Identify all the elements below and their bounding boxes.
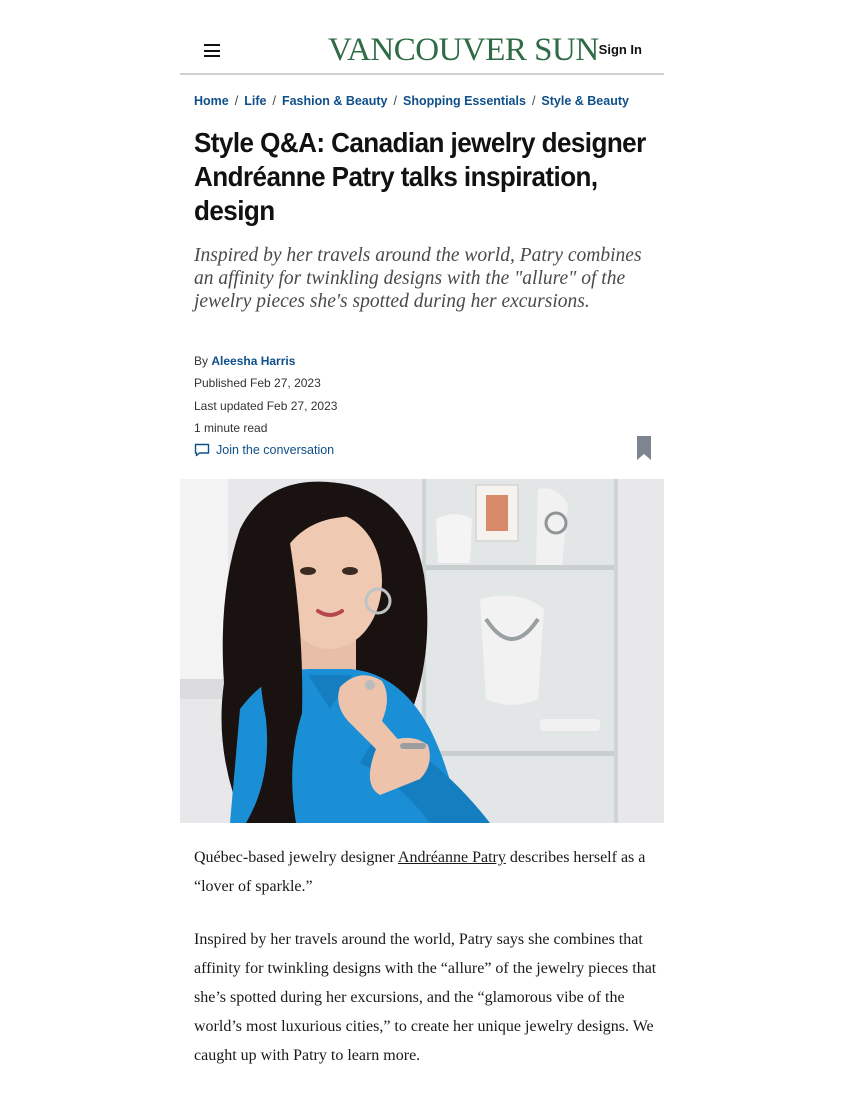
breadcrumb-fashion-beauty[interactable]: Fashion & Beauty [281, 94, 388, 108]
byline [194, 354, 295, 368]
breadcrumb-home[interactable]: Home [194, 94, 229, 108]
published-date: Published Feb 27, 2023 [194, 376, 321, 390]
article-paragraph-1 [194, 843, 666, 901]
site-logo[interactable]: VANCOUVER SUN [328, 32, 599, 68]
breadcrumb-shopping-essentials[interactable]: Shopping Essentials [403, 94, 526, 108]
article-headline: Style Q&A: Canadian jewelry designer Andréanne Patry talks inspiration, design [194, 127, 646, 226]
paragraph-1-text-a: Québec-based jewelry designer [194, 849, 398, 866]
join-conversation-label: Join the conversation [216, 443, 335, 457]
bookmark-icon[interactable] [636, 436, 652, 460]
updated-date: Last updated Feb 27, 2023 [194, 399, 338, 413]
hamburger-menu-icon[interactable] [204, 44, 220, 57]
read-time: 1 minute read [194, 421, 268, 435]
sign-in-button[interactable]: Sign In [598, 42, 642, 57]
article-paragraph-2: Inspired by her travels around the world, Patry says she combines that affinity for twinkling designs with the “allure” of the jewelry pieces that she’s spotted during her excursions, and the “glamorous vibe of the world’s most luxurious cities,” to create her unique jewelry designs. We caught up with Patry to learn more. [194, 931, 657, 1064]
breadcrumb: Home / Life / Fashion & Beauty / Shopping Essentials / Style & Beauty [194, 94, 629, 108]
hero-image [180, 479, 664, 823]
breadcrumb-life[interactable]: Life [244, 94, 267, 108]
author-link[interactable]: Aleesha Harris [211, 354, 296, 368]
join-conversation-link[interactable] [194, 443, 334, 457]
comment-icon [194, 443, 210, 457]
article-dek: Inspired by her travels around the world, Patry combines an affinity for twinkling designs with the "allure" of the jewelry pieces she's spotted during her excursions. [194, 245, 642, 312]
byline-prefix: By [194, 354, 209, 368]
site-header [180, 26, 664, 75]
portrait-photo [180, 479, 664, 823]
breadcrumb-style-beauty[interactable]: Style & Beauty [541, 94, 629, 108]
designer-link[interactable]: Andréanne Patry [397, 849, 506, 866]
article-page [180, 0, 664, 1097]
paragraph-1-text-b: describes herself as a “lover of sparkle.” [194, 849, 646, 895]
